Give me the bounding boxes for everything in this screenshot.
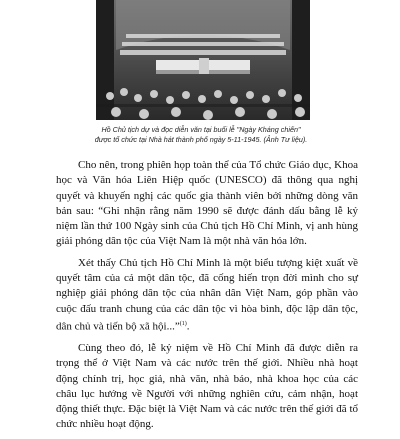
paragraph-1-text: Cho nên, trong phiên họp toàn thể của Tổ chức Giáo dục, Khoa học và Văn hóa Liên Hiệp quốc (UNESCO) đã thông qua nghị quyết và khuyến nghị các quốc gia thành viên bởi những dòng văn bản sau: “Ghi nhận rằng năm 1990 sẽ được đánh dấu bằng lễ kỷ niệm lần thứ 100 Ngày sinh của Chủ tịch Hồ Chí Minh, vị anh hùng giải phóng dân tộc của Việt Nam là một nhà văn hóa lớn. <box>56 159 358 248</box>
paragraph-2-text: Xét thấy Chủ tịch Hồ Chí Minh là một biểu tượng kiệt xuất về quyết tâm của cả một dân tộc, đã cống hiến trọn đời mình cho sự nghiệp giải phóng dân tộc của nhân dân Việt Nam, góp phần vào cuộc đấu tranh chung của các dân tộc vì hòa bình, độc lập dân tộc, dân chủ và tiến bộ xã hội...” <box>56 256 358 333</box>
footnote-ref: (1) <box>179 320 187 327</box>
historical-photo <box>96 0 310 120</box>
photo-caption <box>86 125 316 145</box>
caption-line-1: Hồ Chủ tịch dự và đọc diễn văn tại buổi lễ "Ngày Kháng chiến" <box>101 125 301 134</box>
paragraph-2-end: . <box>186 320 190 333</box>
historical-photo-graphic <box>96 0 310 120</box>
paragraph-3-text: Cùng theo đó, lễ kỷ niệm về Hồ Chí Minh đã được diễn ra trọng thể ở Việt Nam và các nước trên thế giới. Nhiều nhà hoạt động chính trị, học giả, nhà văn, nhà báo, nhà khoa học của các châu lục hướng về Người với những nghiên cứu, cảm nhận, hoạt động thiết thực. Đặc biệt là Việt Nam và các nước trên thế giới đã tổ chức nhiều hoạt động. <box>56 341 358 431</box>
caption-line-2: được tổ chức tại Nhà hát thành phố ngày 5-11-1945. (Ảnh Tư liệu). <box>94 135 308 144</box>
body-text <box>56 158 358 439</box>
paragraph-2 <box>56 256 358 335</box>
paragraph-1 <box>56 158 358 250</box>
paragraph-3 <box>56 341 358 433</box>
